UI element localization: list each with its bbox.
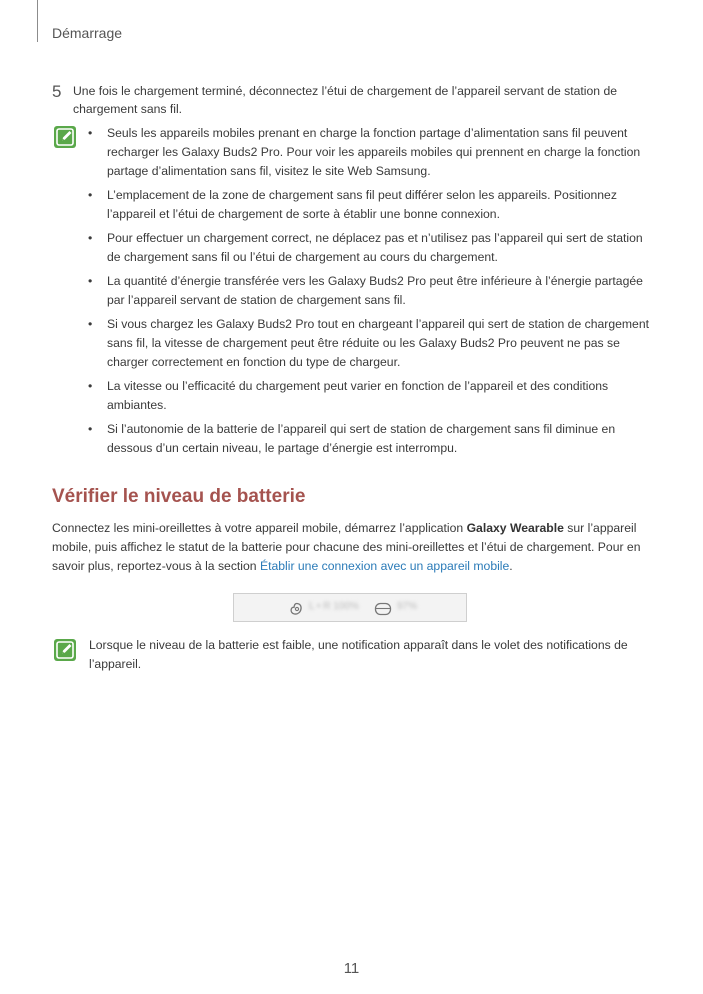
- note-icon: [54, 639, 76, 661]
- section-title: Vérifier le niveau de batterie: [52, 486, 306, 507]
- list-item: • Si vous chargez les Galaxy Buds2 Pro tout en chargeant l’appareil qui sert de station de chargement sans fil, la vitesse de chargement peut être réduite ou les Galaxy Buds2 Pro peuvent ne pas se charger correctement en fonction du type de chargeur.: [88, 317, 649, 369]
- list-item: • Pour effectuer un chargement correct, ne déplacez pas et n’utilisez pas l’appareil qui sert de station de chargement sans fil ou l’étui de chargement au cours du chargement.: [88, 231, 643, 264]
- connection-section-link[interactable]: Établir une connexion avec un appareil mobile: [259, 559, 510, 573]
- list-item: • Si l’autonomie de la batterie de l’appareil qui sert de station de chargement sans fil diminue en dessous d’un certain niveau, le partage d’énergie est interrompu.: [88, 422, 616, 455]
- note-icon: [54, 126, 76, 148]
- step-number: 5: [52, 82, 62, 101]
- list-item: • La quantité d’énergie transférée vers les Galaxy Buds2 Pro peut être inférieure à l’énergie partagée par l’appareil servant de station de chargement sans fil.: [88, 274, 643, 307]
- list-item: • L’emplacement de la zone de chargement sans fil peut différer selon les appareils. Positionnez l’appareil et l’étui de chargement de sorte à établir une bonne connexion.: [88, 188, 617, 221]
- list-item: • Seuls les appareils mobiles prenant en charge la fonction partage d’alimentation sans fil peuvent recharger les Galaxy Buds2 Pro. Pour voir les appareils mobiles qui prennent en charge la fonction partage d’alimentation sans fil, visitez le site Web Samsung.: [88, 126, 641, 178]
- note-bullet-list: [88, 124, 654, 463]
- header-divider: [37, 0, 38, 42]
- battery-status-image: [233, 593, 467, 622]
- earbud-icon: [288, 601, 304, 617]
- page-number: 11: [343, 960, 360, 977]
- case-battery-text: 97%: [397, 601, 418, 612]
- list-item: • La vitesse ou l’efficacité du chargement peut varier en fonction de l’appareil et des conditions ambiantes.: [88, 379, 609, 412]
- page-header-title: Démarrage: [52, 25, 123, 41]
- step-text: Une fois le chargement terminé, déconnectez l’étui de chargement de l’appareil servant de station de chargement sans fil.: [73, 84, 618, 116]
- section-paragraph: Connectez les mini-oreillettes à votre appareil mobile, démarrez l’application Galaxy Wearable sur l’appareil mobile, puis affichez le statut de la batterie pour chacune des mini-oreillettes et l’étui de chargement. Pour en savoir plus, reportez-vous à la section Établir une connexion avec un appareil mobile.: [52, 521, 641, 573]
- step-5: [52, 82, 652, 118]
- case-icon: [374, 602, 392, 616]
- earbuds-battery-text: L • R 100%: [309, 601, 359, 612]
- app-name: Galaxy Wearable: [466, 521, 564, 535]
- battery-note-text: Lorsque le niveau de la batterie est faible, une notification apparaît dans le volet des notifications de l’appareil.: [89, 638, 628, 671]
